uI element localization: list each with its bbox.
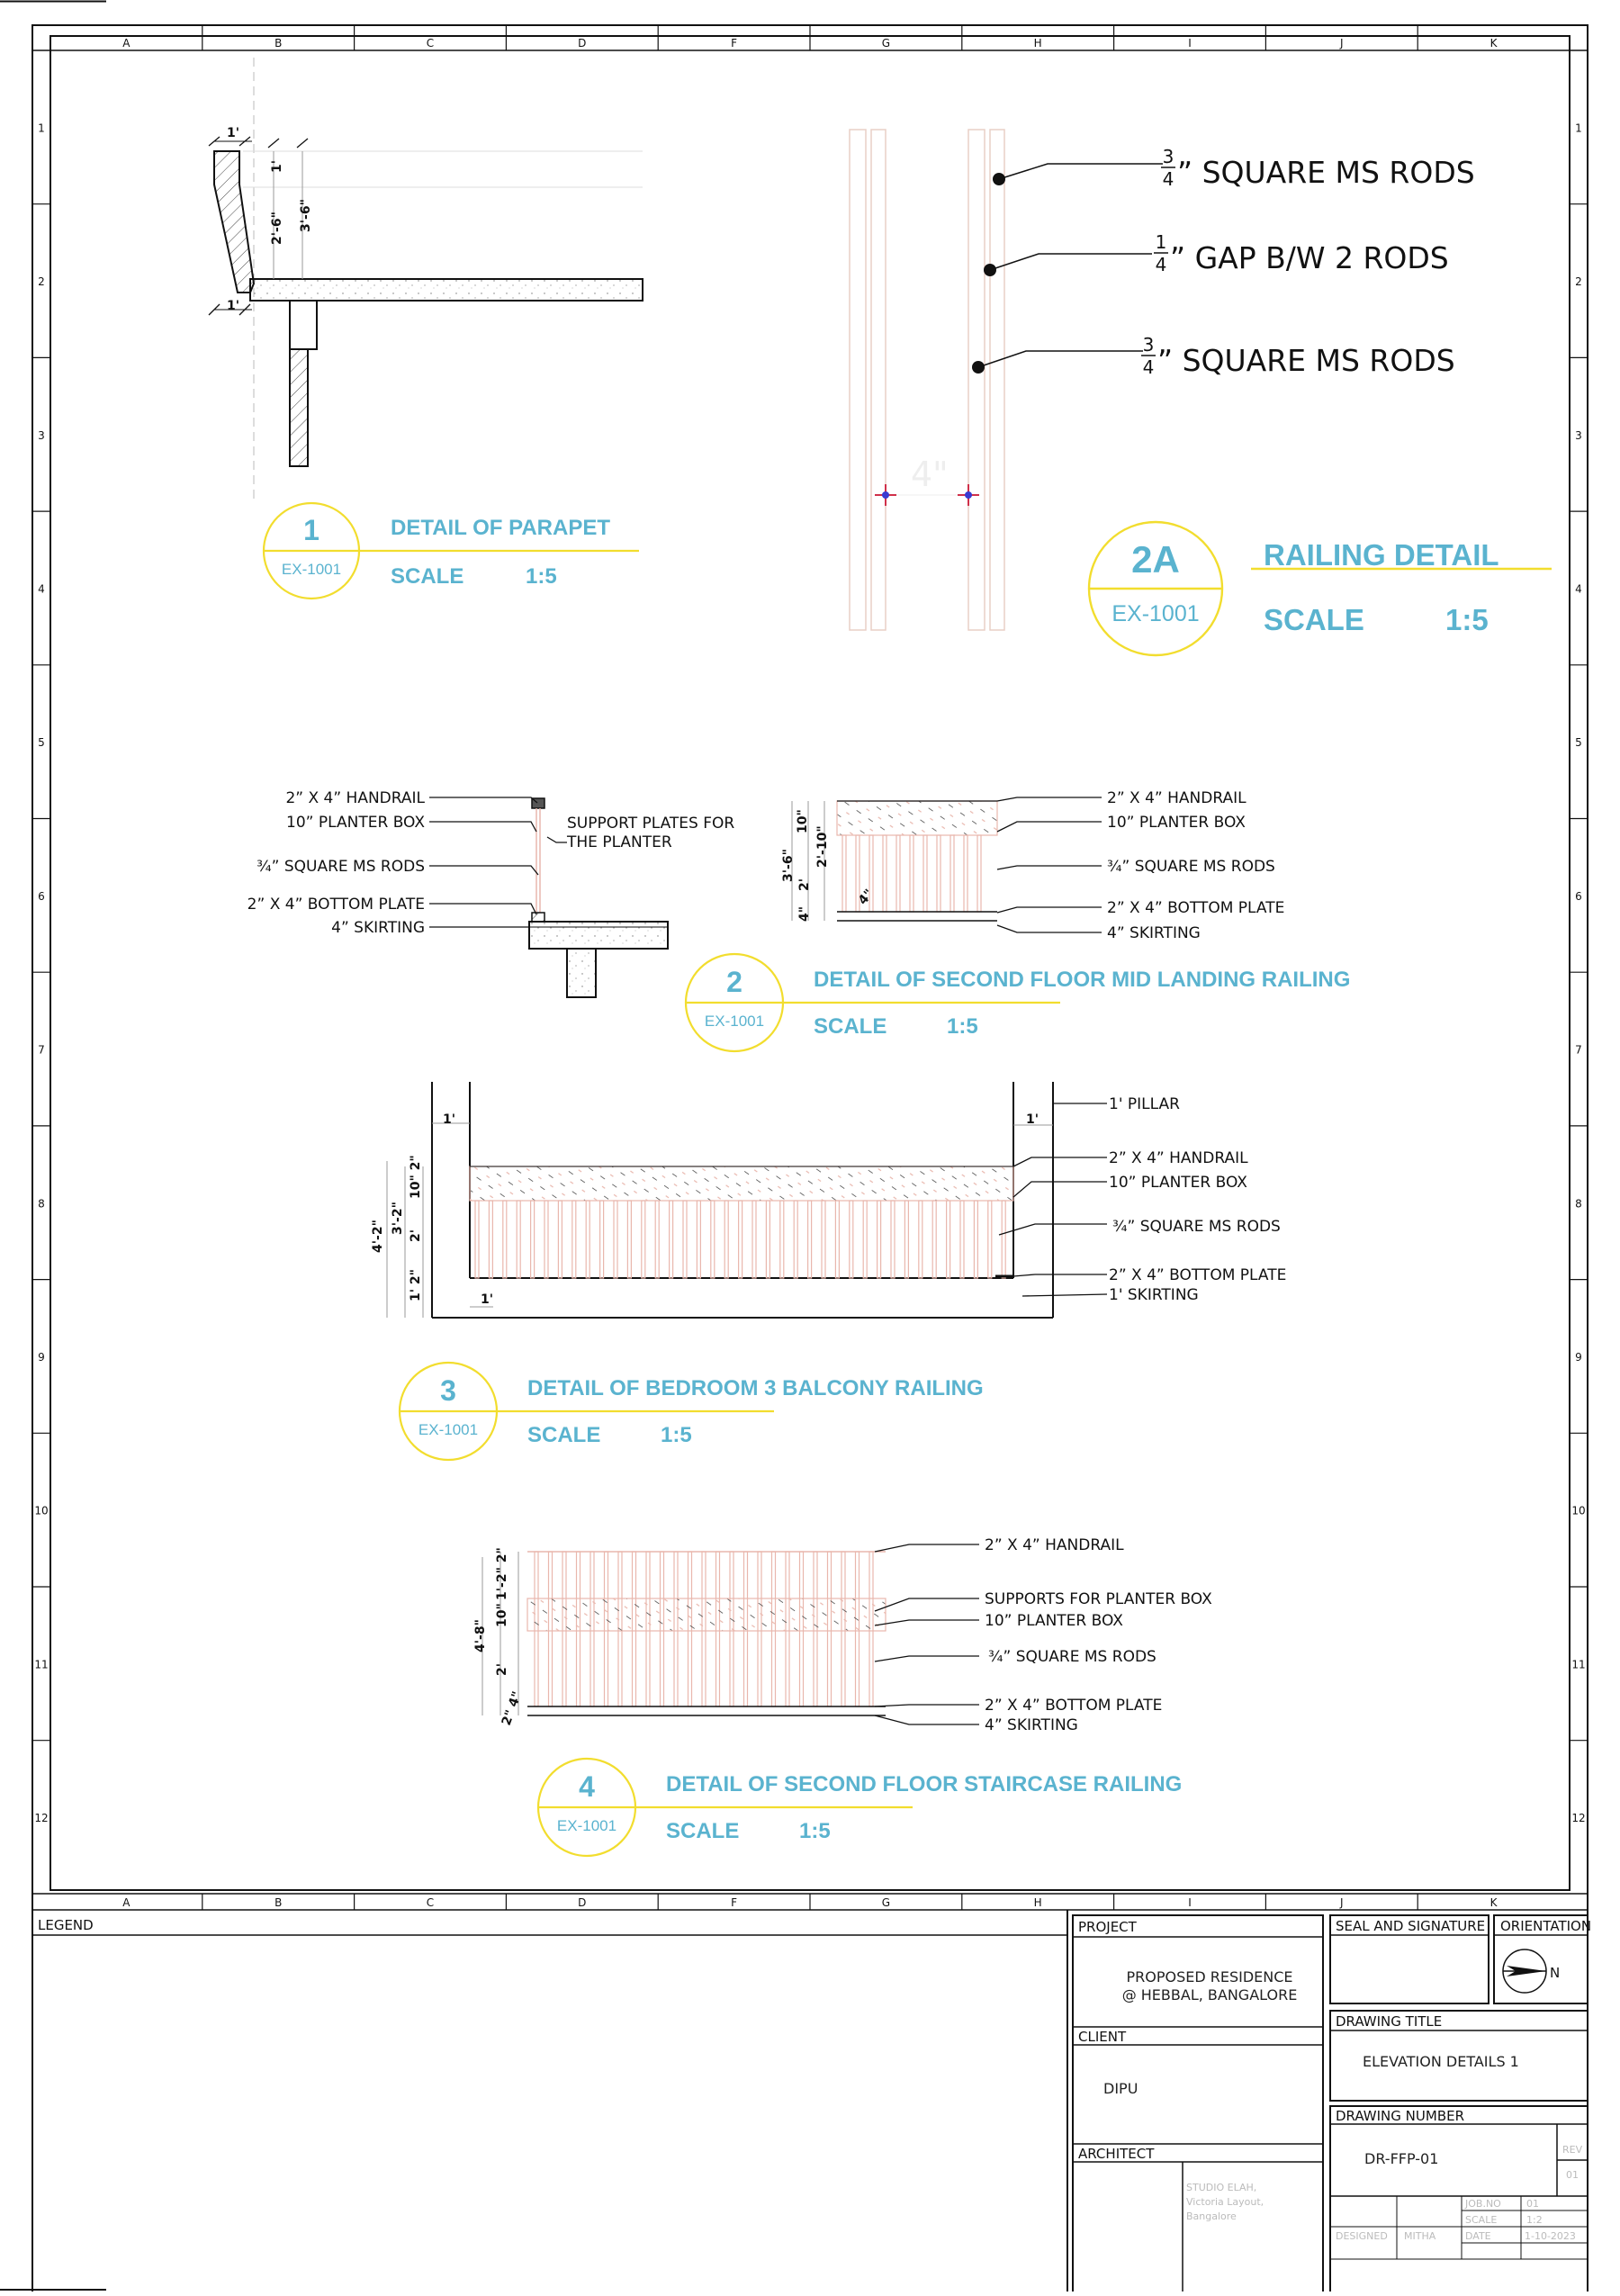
detail-2-elev-label-2: 10” PLANTER BOX	[1107, 814, 1246, 832]
client-label: CLIENT	[1078, 2029, 1127, 2045]
title-block	[32, 1910, 1591, 2291]
grid-row-label-right: 3	[1575, 428, 1582, 442]
architect-label: ARCHITECT	[1078, 2146, 1155, 2162]
railing-rod	[919, 1201, 922, 1278]
detail-1-number: 1	[303, 514, 320, 546]
detail-2-support-note-2: THE PLANTER	[567, 833, 672, 851]
railing-rod	[964, 835, 968, 912]
rev-value: 01	[1566, 2169, 1579, 2181]
grid-col-label-top: K	[1490, 37, 1498, 50]
detail-1-title-block	[264, 503, 639, 599]
project-line-2: @ HEBBAL, BANGALORE	[1121, 1986, 1298, 2003]
detail-2-section-label-3: ¾” SQUARE MS RODS	[256, 858, 425, 876]
north-label: N	[1550, 1965, 1561, 1981]
railing-rod	[724, 1201, 728, 1278]
architect-line-2: Victoria Layout,	[1186, 2196, 1264, 2208]
detail-2-scale-label: SCALE	[814, 1014, 887, 1039]
detail-2a-note-1-den: 4	[1162, 168, 1174, 190]
detail-2a-note-2-num: 1	[1155, 231, 1167, 253]
detail-4-title-block	[538, 1759, 1182, 1856]
orientation-label: ORIENTATION	[1500, 1918, 1592, 1934]
grid-row-label-left: 8	[38, 1197, 45, 1211]
detail-1-dim-bottom: 1'	[227, 299, 240, 313]
detail-2-elev-label-5: 4” SKIRTING	[1107, 924, 1201, 942]
detail-3-label-6: 1' SKIRTING	[1109, 1286, 1199, 1304]
detail-2a-note-3-den: 4	[1142, 356, 1155, 378]
railing-rod	[586, 1201, 590, 1278]
railing-rod	[739, 1201, 742, 1278]
detail-2a-note-1-num: 3	[1162, 146, 1174, 167]
scale-value: 1:2	[1526, 2214, 1543, 2226]
grid-col-label-bottom: C	[426, 1896, 435, 1909]
detail-3-title-block	[400, 1363, 984, 1460]
detail-2-title: DETAIL OF SECOND FLOOR MID LANDING RAILING	[814, 968, 1351, 992]
detail-3-dim-6: 2'	[409, 1229, 423, 1242]
railing-rod	[988, 1201, 992, 1278]
grid-col-label-top: C	[426, 37, 435, 50]
detail-3-dim-7: 1' 2"	[409, 1269, 423, 1301]
railing-rod	[1002, 1201, 1005, 1278]
grid-row-label-left: 12	[34, 1812, 49, 1825]
grid-row-label-left: 7	[38, 1043, 45, 1057]
railing-rod	[896, 835, 900, 912]
legend-label: LEGEND	[38, 1917, 94, 1933]
detail-3-ref: EX-1001	[418, 1421, 479, 1438]
railing-rod	[780, 1201, 784, 1278]
detail-3-label-1: 1' PILLAR	[1109, 1095, 1180, 1113]
detail-4-labels	[985, 1536, 1212, 1734]
railing-rod	[558, 1201, 562, 1278]
rev-label: REV	[1562, 2144, 1583, 2156]
grid-row-label-right: 4	[1575, 582, 1582, 596]
detail-2-elevation-labels	[1107, 789, 1284, 942]
detail-2-ref: EX-1001	[704, 1013, 765, 1030]
grid-row-label-left: 6	[38, 889, 45, 903]
railing-rod	[531, 1201, 535, 1278]
detail-2-title-block	[686, 954, 1350, 1051]
grid-col-label-bottom: D	[578, 1896, 587, 1909]
grid-row-label-left: 2	[38, 275, 45, 289]
grid-row-label-left: 1	[38, 122, 45, 135]
detail-3-label-5: 2” X 4” BOTTOM PLATE	[1109, 1266, 1287, 1284]
railing-rod	[883, 835, 886, 912]
detail-4-title: DETAIL OF SECOND FLOOR STAIRCASE RAILING	[666, 1772, 1183, 1796]
detail-1-scale-value: 1:5	[526, 564, 557, 589]
detail-2a-notes	[1141, 146, 1475, 378]
grid-col-label-bottom: B	[274, 1896, 283, 1909]
grid-col-label-bottom: F	[731, 1896, 738, 1909]
detail-2a-note-3-num: 3	[1142, 334, 1155, 356]
railing-rod	[977, 835, 981, 912]
detail-3-drawing	[387, 1082, 1107, 1318]
drawing-number-label: DRAWING NUMBER	[1336, 2108, 1465, 2124]
detail-4-dim-2: 10"	[495, 1603, 509, 1627]
detail-2-dim-2: 3'-6"	[781, 849, 796, 882]
detail-3-dim-4: 3'-2"	[391, 1202, 405, 1235]
detail-3-label-4: ¾” SQUARE MS RODS	[1112, 1218, 1281, 1236]
detail-3-dim-3: 10" 2"	[409, 1155, 423, 1199]
grid-col-label-top: G	[881, 37, 891, 50]
grid-row-label-left: 10	[34, 1504, 49, 1517]
designed-value: MITHA	[1404, 2230, 1436, 2242]
grid-row-label-right: 2	[1575, 275, 1582, 289]
railing-rod	[950, 835, 954, 912]
detail-3-label-3: 10” PLANTER BOX	[1109, 1174, 1247, 1192]
railing-rod	[489, 1201, 492, 1278]
detail-4-label-2: SUPPORTS FOR PLANTER BOX	[985, 1590, 1212, 1608]
detail-2a-note-2-text: ” GAP B/W 2 RODS	[1170, 240, 1449, 275]
detail-4-label-4: ¾” SQUARE MS RODS	[988, 1648, 1156, 1666]
project-label: PROJECT	[1078, 1919, 1137, 1935]
railing-rod	[974, 1201, 977, 1278]
detail-2-dim-6: 4"	[855, 887, 878, 908]
grid-row-label-right: 11	[1571, 1658, 1586, 1671]
detail-2-section-labels	[248, 789, 735, 937]
detail-2a-ref: EX-1001	[1112, 601, 1200, 626]
detail-2-dim-1: 10"	[796, 809, 810, 833]
railing-rod	[752, 1201, 756, 1278]
detail-2a-title: RAILING DETAIL	[1264, 538, 1499, 572]
detail-2-elev-label-4: 2” X 4” BOTTOM PLATE	[1107, 899, 1285, 917]
detail-4-number: 4	[579, 1770, 595, 1803]
grid-row-label-right: 12	[1571, 1812, 1586, 1825]
grid-col-label-bottom: J	[1340, 1896, 1344, 1909]
detail-2a-note-3-text: ” SQUARE MS RODS	[1157, 343, 1455, 378]
designed-label: DESIGNED	[1336, 2230, 1388, 2242]
detail-2a-rods-drawing	[850, 130, 1163, 630]
detail-4-label-1: 2” X 4” HANDRAIL	[985, 1536, 1124, 1554]
detail-4-dim-1: 1'-2" 2"	[495, 1547, 509, 1600]
detail-2-section-label-5: 4” SKIRTING	[331, 919, 425, 937]
detail-2-dim-3: 2'-10"	[815, 825, 830, 868]
grid-row-label-left: 5	[38, 736, 45, 750]
jobno-value: 01	[1526, 2198, 1539, 2210]
grid-col-label-bottom: H	[1033, 1896, 1042, 1909]
architect-line-1: STUDIO ELAH,	[1186, 2182, 1257, 2193]
railing-rod	[503, 1201, 507, 1278]
grid-col-label-bottom: I	[1188, 1896, 1192, 1909]
railing-rod	[517, 1201, 520, 1278]
detail-2a-faint-dim: 4"	[911, 455, 949, 494]
detail-2-elev-label-3: ¾” SQUARE MS RODS	[1107, 858, 1275, 876]
drawing-title: ELEVATION DETAILS 1	[1363, 2053, 1519, 2070]
detail-2-section-label-1: 2” X 4” HANDRAIL	[285, 789, 425, 807]
railing-rod	[842, 835, 846, 912]
detail-4-ref: EX-1001	[556, 1817, 617, 1834]
railing-rod	[808, 1201, 812, 1278]
grid-col-label-top: H	[1033, 37, 1042, 50]
detail-3-number: 3	[440, 1374, 456, 1407]
detail-3-labels	[1109, 1095, 1286, 1304]
detail-4-dim-5: 2" 4"	[499, 1689, 526, 1728]
detail-3-dim-8: 1'	[481, 1292, 494, 1307]
detail-3-scale-value: 1:5	[661, 1423, 692, 1447]
detail-4-scale-label: SCALE	[666, 1819, 740, 1843]
detail-2-section-label-2: 10” PLANTER BOX	[286, 814, 425, 832]
detail-2a-note-2-den: 4	[1155, 254, 1167, 275]
railing-rod	[960, 1201, 964, 1278]
detail-1-dim-top: 1'	[227, 126, 240, 140]
detail-3-title: DETAIL OF BEDROOM 3 BALCONY RAILING	[527, 1376, 984, 1400]
railing-rod	[932, 1201, 936, 1278]
railing-rod	[614, 1201, 617, 1278]
grid-col-label-bottom: A	[122, 1896, 130, 1909]
railing-rod	[910, 835, 914, 912]
railing-rod	[923, 835, 927, 912]
detail-2-dim-4: 2'	[797, 878, 812, 891]
grid-row-label-right: 6	[1575, 889, 1582, 903]
railing-rod	[904, 1201, 908, 1278]
detail-1-title: DETAIL OF PARAPET	[391, 516, 611, 540]
grid-row-label-left: 3	[38, 428, 45, 442]
detail-2a-note-2	[1154, 231, 1449, 275]
detail-2a-title-block	[1089, 522, 1552, 655]
grid-row-label-right: 1	[1575, 122, 1582, 135]
detail-2-dim-5: 4"	[797, 905, 812, 922]
grid-col-label-bottom: G	[881, 1896, 891, 1909]
detail-1-ref: EX-1001	[281, 561, 342, 578]
detail-1-parapet-drawing	[209, 58, 643, 504]
detail-2-number: 2	[726, 966, 742, 998]
date-label: DATE	[1465, 2230, 1491, 2242]
detail-2a-scale-value: 1:5	[1445, 603, 1489, 636]
railing-rod	[600, 1201, 604, 1278]
date-value: 1-10-2023	[1525, 2230, 1576, 2242]
drawing-number: DR-FFP-01	[1364, 2150, 1439, 2167]
detail-2a-scale-label: SCALE	[1264, 603, 1364, 636]
detail-4-label-3: 10” PLANTER BOX	[985, 1612, 1123, 1630]
railing-rod	[766, 1201, 770, 1278]
railing-rod	[947, 1201, 950, 1278]
railing-rod	[794, 1201, 797, 1278]
grid-col-label-top: D	[578, 37, 587, 50]
grid-col-label-top: I	[1188, 37, 1192, 50]
grid-row-label-right: 7	[1575, 1043, 1582, 1057]
railing-rod	[835, 1201, 839, 1278]
railing-rod	[937, 835, 940, 912]
seal-label: SEAL AND SIGNATURE	[1336, 1918, 1486, 1934]
railing-rod	[670, 1201, 673, 1278]
detail-4-scale-value: 1:5	[799, 1819, 831, 1843]
railing-rod	[642, 1201, 645, 1278]
railing-rod	[697, 1201, 700, 1278]
detail-3-scale-label: SCALE	[527, 1423, 601, 1447]
detail-3-label-2: 2” X 4” HANDRAIL	[1109, 1149, 1248, 1167]
detail-2a-note-1-text: ” SQUARE MS RODS	[1177, 155, 1475, 190]
project-line-1: PROPOSED RESIDENCE	[1126, 1968, 1293, 1985]
railing-rod	[863, 1201, 867, 1278]
railing-rod	[544, 1201, 548, 1278]
railing-rod	[850, 1201, 853, 1278]
grid-row-label-right: 10	[1571, 1504, 1586, 1517]
scale-label: SCALE	[1465, 2214, 1498, 2226]
detail-4-label-6: 4” SKIRTING	[985, 1716, 1078, 1734]
railing-rod	[878, 1201, 881, 1278]
grid-col-label-top: J	[1340, 37, 1344, 50]
detail-4-dim-3: 4'-8"	[473, 1619, 488, 1652]
detail-1-dim-b: 2'-6"	[270, 212, 284, 245]
jobno-label: JOB.NO	[1465, 2198, 1501, 2210]
railing-rod	[683, 1201, 687, 1278]
railing-rod	[627, 1201, 631, 1278]
detail-2-scale-value: 1:5	[947, 1014, 978, 1039]
detail-1-dim-c: 3'-6"	[299, 199, 313, 232]
detail-4-dims	[473, 1547, 525, 1727]
grid-row-label-left: 11	[34, 1658, 49, 1671]
detail-1-scale-label: SCALE	[391, 564, 464, 589]
railing-rod	[475, 1201, 479, 1278]
grid-col-label-top: F	[731, 37, 738, 50]
grid-col-label-top: A	[122, 37, 130, 50]
detail-2a-number: 2A	[1131, 538, 1180, 581]
architect-line-3: Bangalore	[1186, 2210, 1237, 2222]
drawing-title-label: DRAWING TITLE	[1336, 2013, 1443, 2030]
detail-4-drawing	[482, 1544, 979, 1724]
railing-rod	[891, 1201, 895, 1278]
detail-4-label-5: 2” X 4” BOTTOM PLATE	[985, 1697, 1163, 1715]
detail-3-dim-5: 4'-2"	[371, 1220, 385, 1253]
detail-4-dim-4: 2'	[495, 1662, 509, 1676]
detail-2a-note-1	[1161, 146, 1475, 190]
north-arrow-icon	[1503, 1949, 1546, 1993]
detail-3-dim-1: 1'	[443, 1112, 456, 1127]
grid-row-label-right: 5	[1575, 736, 1582, 750]
railing-rod	[655, 1201, 659, 1278]
grid-row-label-right: 9	[1575, 1350, 1582, 1364]
grid-row-label-left: 4	[38, 582, 45, 596]
detail-2-support-note-1: SUPPORT PLATES FOR	[567, 815, 735, 833]
detail-2-elev-label-1: 2” X 4” HANDRAIL	[1107, 789, 1246, 807]
grid-col-label-bottom: K	[1490, 1896, 1498, 1909]
detail-1-dim-a: 1'	[270, 159, 284, 173]
detail-3-dim-2: 1'	[1026, 1112, 1040, 1127]
detail-2-elevation-drawing	[792, 797, 1102, 932]
detail-2-section-label-4: 2” X 4” BOTTOM PLATE	[247, 896, 425, 914]
client-name: DIPU	[1103, 2080, 1138, 2097]
railing-rod	[572, 1201, 576, 1278]
detail-2a-note-3	[1141, 334, 1455, 378]
railing-rod	[711, 1201, 715, 1278]
grid-col-label-top: B	[274, 37, 283, 50]
grid-row-label-left: 9	[38, 1350, 45, 1364]
grid-row-label-right: 8	[1575, 1197, 1582, 1211]
railing-rod	[822, 1201, 825, 1278]
